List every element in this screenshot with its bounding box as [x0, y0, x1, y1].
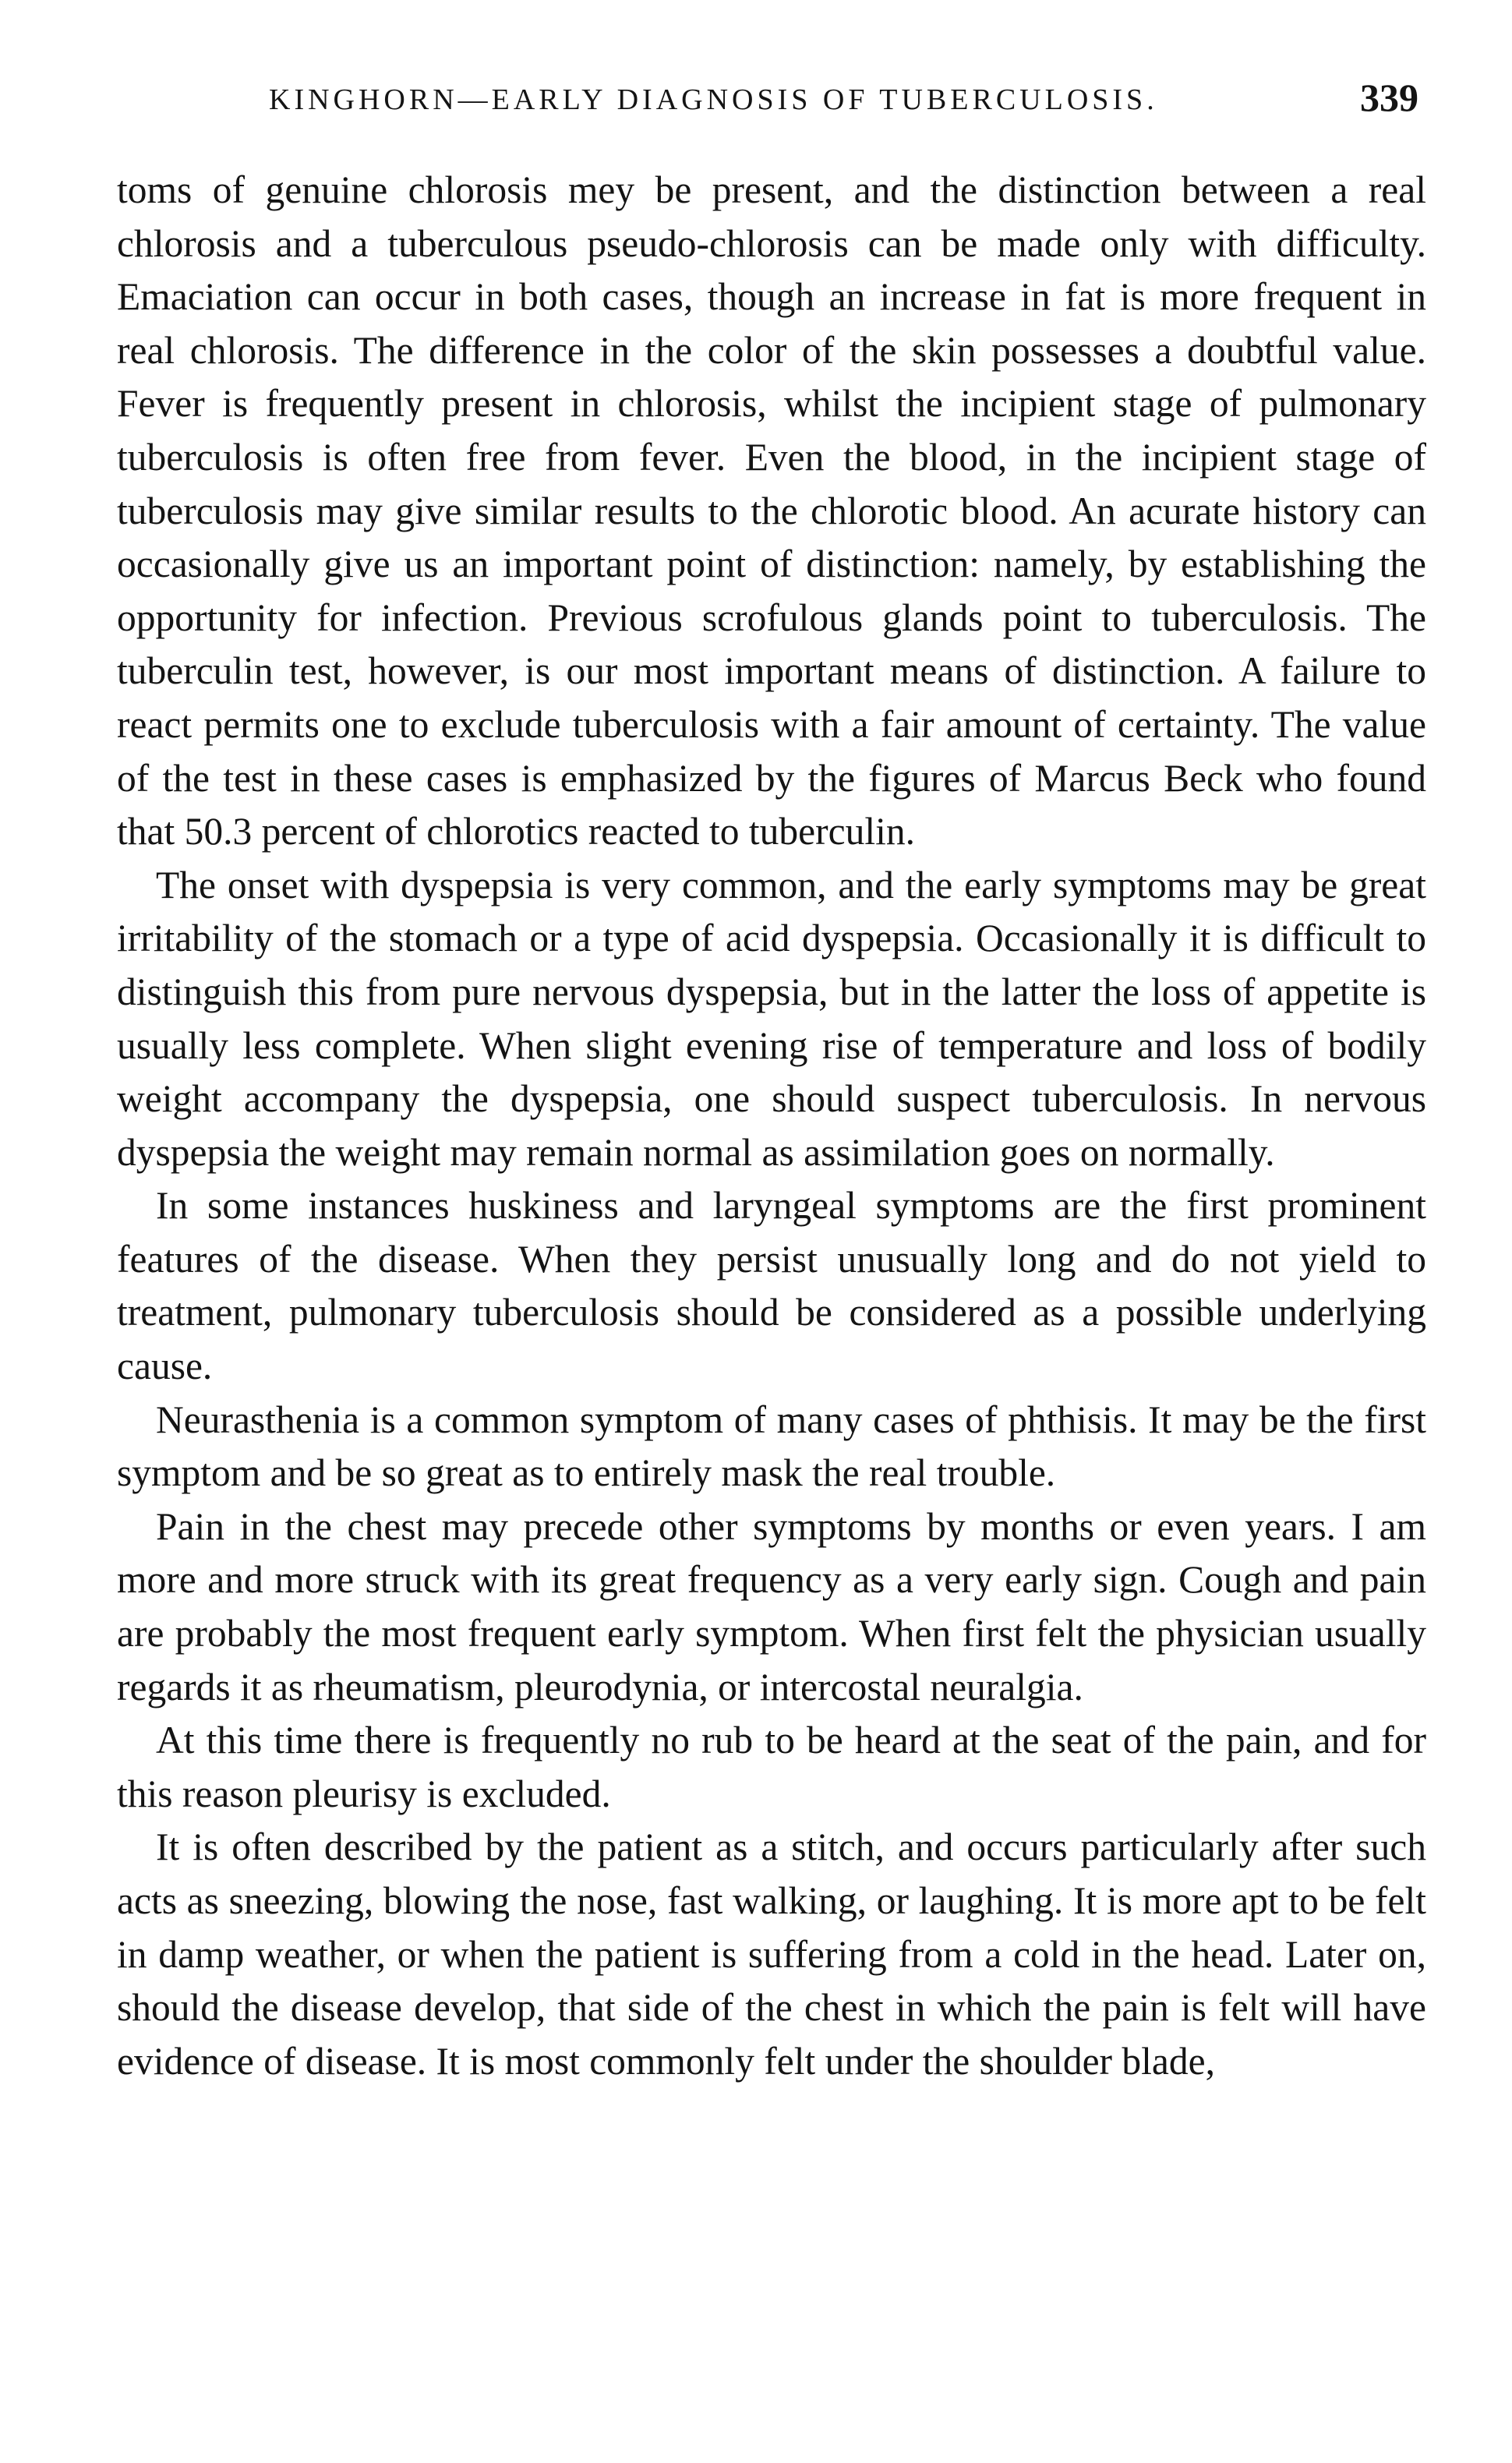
page-number: 339 [1360, 76, 1418, 119]
running-head [117, 75, 1426, 137]
paragraph-laryngeal: In some instances huskiness and laryngeal symptoms are the first prominent features of the disease. When they persist unusually long and do not yield to treatment, pulmonary tuberculosis should be considered as a possible underlying cause. [117, 1184, 1426, 1388]
paragraph-neurasthenia: Neurasthenia is a common symptom of many cases of phthisis. It may be the first symptom and be so great as to entirely mask the real trouble. [117, 1398, 1426, 1495]
paragraph-pleurisy: At this time there is frequently no rub to be heard at the seat of the pain, and for this reason pleurisy is excluded. [117, 1719, 1426, 1815]
running-title: KINGHORN—EARLY DIAGNOSIS OF TUBERCULOSIS. [269, 83, 1158, 116]
paragraph-stitch: It is often described by the patient as a stitch, and occurs particularly after such acts as sneezing, blowing the nose, fast walking, or laughing. It is more apt to be felt in damp weather, or when the patient is suffering from a cold in the head. Later on, should the disease develop, that side of the chest in which the pain is felt will have evidence of disease. It is most commonly felt under the shoulder blade, [117, 1825, 1426, 2083]
paragraph-dyspepsia: The onset with dyspepsia is very common, and the early symptoms may be great irritability of the stomach or a type of acid dyspepsia. Occasionally it is difficult to distinguish this from pure nervous dyspepsia, but in the latter the loss of appetite is usually less complete. When slight evening rise of temperature and loss of bodily weight accompany the dyspepsia, one should suspect tuberculosis. In nervous dyspepsia the weight may remain normal as assimilation goes on normally. [117, 863, 1426, 1174]
paragraph-chlorosis: toms of genuine chlorosis mey be present, and the distinction between a real chlorosis and a tuberculous pseudo-chlorosis can be made only with difficulty. Emaciation can occur in both cases, though an increase in fat is more frequent in real chlorosis. The difference in the color of the skin possesses a doubtful value. Fever is frequently present in chlorosis, whilst the incipient stage of pulmonary tuberculosis is often free from fever. Even the blood, in the incipient stage of tuberculosis may give similar results to the chlorotic blood. An acurate history can occasionally give us an important point of distinction: namely, by establishing the opportunity for infection. Previous scrofulous glands point to tuberculosis. The tuberculin test, however, is our most important means of distinction. A failure to react permits one to exclude tuberculosis with a fair amount of certainty. The value of the test in these cases is emphasized by the figures of Marcus Beck who found that 50.3 percent of chlorotics reacted to tuberculin. [117, 168, 1426, 853]
paragraph-chest-pain: Pain in the chest may precede other symptoms by months or even years. I am more and more struck with its great frequency as a very early sign. Cough and pain are probably the most frequent early symptom. When first felt the physician usually regards it as rheumatism, pleurodynia, or intercostal neuralgia. [117, 1504, 1426, 1709]
body-text [117, 164, 1426, 2424]
